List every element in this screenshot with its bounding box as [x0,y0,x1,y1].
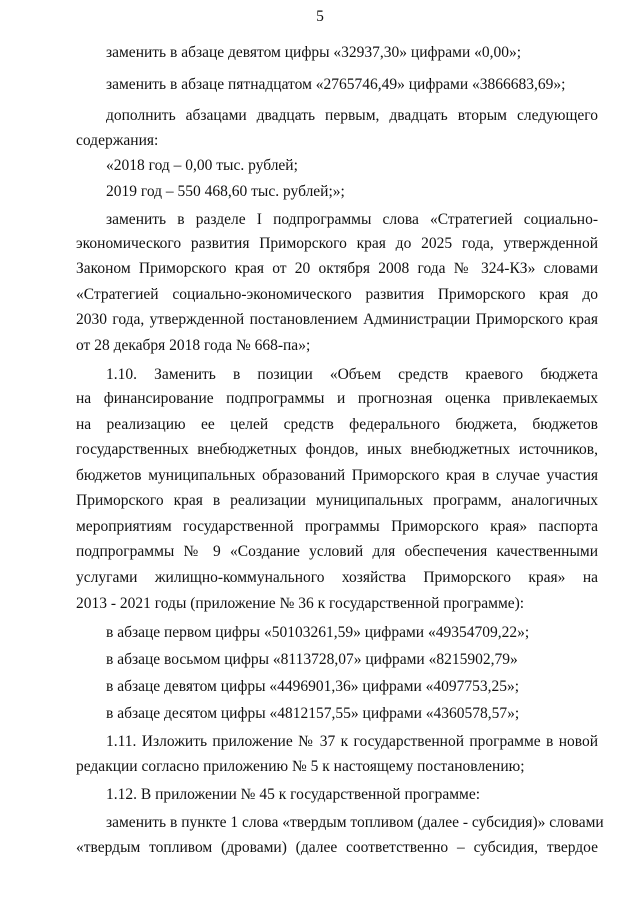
text-line: государственных внебюджетных фондов, иных внебюджетных источников, [76,441,598,458]
text-line: в абзаце первом цифры «50103261,59» цифрами «49354709,22»; [106,624,530,641]
text-line: 2019 год – 550 468,60 тыс. рублей;»; [106,183,345,200]
text-line: 1.10. Заменить в позиции «Объем средств краевого бюджета [106,366,598,383]
text-line: редакции согласно приложению № 5 к настоящему постановлению; [76,758,525,775]
page-number: 5 [316,8,324,25]
text-line: заменить в абзаце девятом цифры «32937,30» цифрами «0,00»; [106,44,522,61]
text-line: «твердым топливом (дровами) (далее соответственно – субсидия, твердое [76,839,598,856]
text-line: Приморского края в реализации муниципальных программ, аналогичных [76,492,598,509]
text-line: 2030 года, утвержденной постановлением Администрации Приморского края [76,311,598,328]
text-line: услугами жилищно-коммунального хозяйства Приморского края» на [76,569,598,586]
text-line: на реализацию ее целей средств федерального бюджета, бюджетов [76,416,598,433]
text-line: «Стратегией социально-экономического развития Приморского края до [76,286,598,303]
text-line: «2018 год – 0,00 тыс. рублей; [106,157,298,174]
text-line: бюджетов муниципальных образований Приморского края в случае участия [76,467,598,484]
text-line: 1.12. В приложении № 45 к государственной программе: [106,786,481,803]
text-line: Законом Приморского края от 20 октября 2008 года № 324-КЗ» словами [76,260,598,277]
text-line: подпрограммы № 9 «Создание условий для обеспечения качественными [76,543,598,560]
text-line: в абзаце десятом цифры «4812157,55» цифрами «4360578,57»; [106,705,520,722]
text-line: мероприятиям государственной программы Приморского края» паспорта [76,518,598,535]
text-line: заменить в абзаце пятнадцатом «2765746,49» цифрами «3866683,69»; [106,76,566,93]
text-line: в абзаце восьмом цифры «8113728,07» цифрами «8215902,79» [106,651,518,668]
text-line: дополнить абзацами двадцать первым, двадцать вторым следующего [106,107,598,124]
text-line: на финансирование подпрограммы и прогнозная оценка привлекаемых [76,390,598,407]
text-line: заменить в пункте 1 слова «твердым топливом (далее - субсидия)» словами [106,814,604,831]
text-line: 1.11. Изложить приложение № 37 к государственной программе в новой [106,733,598,750]
text-line: заменить в разделе I подпрограммы слова «Стратегией социально- [106,211,598,228]
text-line: содержания: [76,132,159,149]
text-line: в абзаце девятом цифры «4496901,36» цифрами «4097753,25»; [106,678,520,695]
text-line: 2013 - 2021 годы (приложение № 36 к государственной программе): [76,595,525,612]
text-line: от 28 декабря 2018 года № 668-па»; [76,337,311,354]
text-line: экономического развития Приморского края до 2025 года, утвержденной [76,235,598,252]
